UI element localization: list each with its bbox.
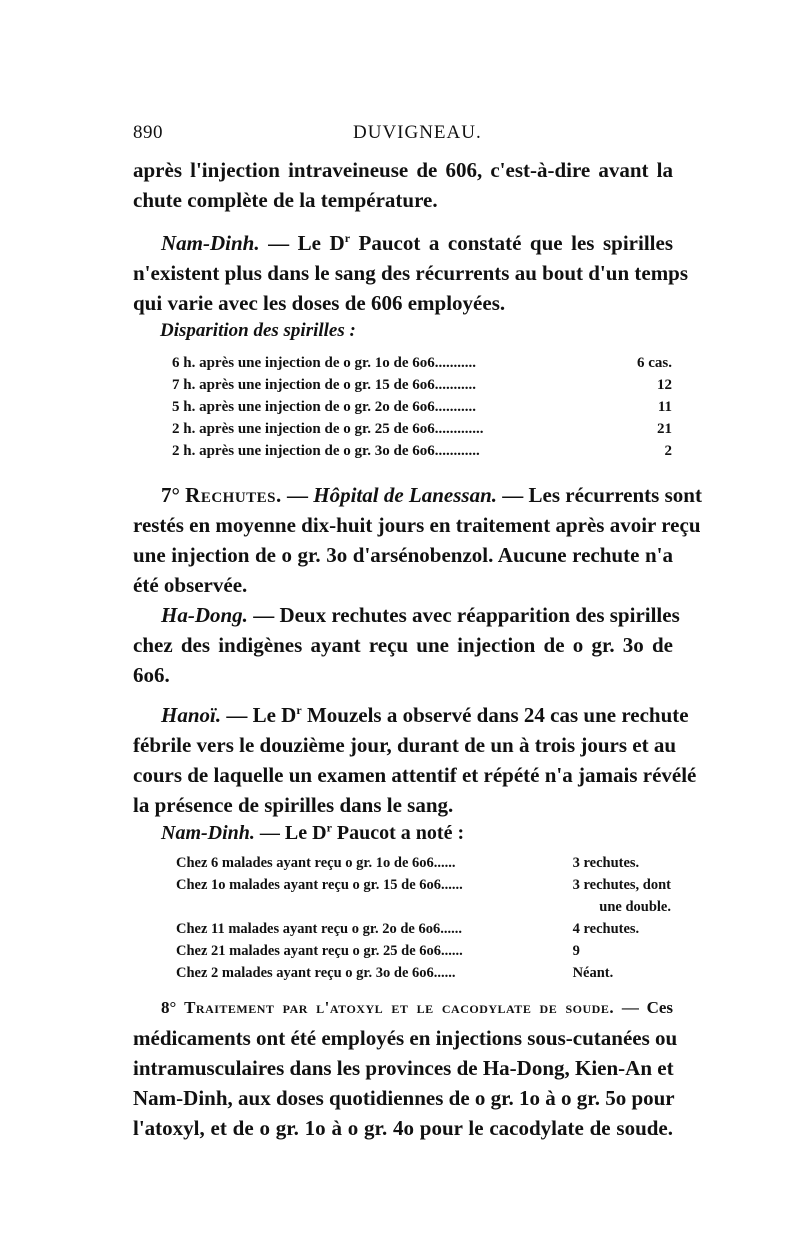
section-heading: Rechutes. — [185, 483, 282, 507]
table-cell-text: Chez 2 malades ayant reçu o gr. 3o de 6o6...... — [176, 965, 456, 981]
text-line: restés en moyenne dix-huit jours en traitement après avoir reçu — [133, 513, 701, 537]
table-row — [176, 855, 671, 877]
table-row — [176, 921, 671, 943]
text-line: la présence de spirilles dans le sang. — [133, 793, 454, 817]
table-cell-value: 6 cas. — [637, 355, 672, 371]
paragraph-rechutes — [133, 480, 702, 600]
table-cell-value: 9 — [572, 943, 580, 959]
section-number: 8° — [161, 998, 177, 1017]
table-row — [172, 421, 672, 443]
table-cell-value: 3 rechutes, dont — [572, 877, 671, 893]
text-line: qui varie avec les doses de 606 employées. — [133, 291, 506, 315]
table-cell-value: 2 — [664, 443, 672, 459]
text-line: Ha-Dong. — Deux rechutes avec réapparition des spirilles — [161, 603, 680, 627]
paragraph-nam-dinh — [133, 228, 689, 318]
text-line: été observée. — [133, 573, 248, 597]
table-cell-text: 2 h. après une injection de o gr. 3o de 6o6............ — [172, 443, 480, 459]
text-line: après l'injection intraveineuse de 606, c'est-à-dire avant la — [133, 158, 673, 182]
table-cell-value: une double. — [599, 899, 671, 915]
text-line: Nam-Dinh. — Le $D^r$ Paucot a constaté que les spirilles — [161, 231, 673, 255]
section-subheading: Disparition des spirilles : — [160, 320, 356, 341]
text-line: 7° Rechutes. — Hôpital de Lanessan. — Les récurrents sont — [161, 483, 702, 507]
table-row — [172, 377, 672, 399]
table-cell-text — [176, 899, 573, 921]
table-row — [176, 899, 671, 921]
table-cell-text: 7 h. après une injection de o gr. 15 de 6o6........... — [172, 377, 477, 393]
text-line: intramusculaires dans les provinces de Ha-Dong, Kien-An et — [133, 1056, 674, 1080]
text-line: médicaments ont été employés en injections sous-cutanées ou — [133, 1026, 678, 1050]
text-line: chute complète de la température. — [133, 188, 438, 212]
running-title: DUVIGNEAU. — [353, 122, 482, 143]
paragraph-nam-dinh-note — [133, 818, 673, 848]
table-row — [172, 443, 672, 465]
section-number: 7° — [161, 483, 180, 507]
text-line: n'existent plus dans le sang des récurrents au bout d'un temps — [133, 261, 689, 285]
table-cell-value: 4 rechutes. — [572, 921, 640, 937]
table-cell-value: 3 rechutes. — [572, 855, 640, 871]
text-line: Nam-Dinh, aux doses quotidiennes de o gr. 1o à o gr. 5o pour — [133, 1086, 675, 1110]
paragraph-hanoi — [133, 700, 697, 820]
text-line: Nam-Dinh. — Le $D^r$ Paucot a noté : — [161, 820, 465, 844]
spirilles-table — [172, 355, 672, 465]
table-cell-value: 11 — [657, 399, 672, 415]
table-row — [176, 943, 671, 965]
table-cell-text: Chez 1o malades ayant reçu o gr. 15 de 6o6...... — [176, 877, 463, 893]
table-cell-value: 12 — [657, 377, 672, 393]
text-line: chez des indigènes ayant reçu une injection de o gr. 3o de — [133, 633, 673, 657]
table-cell-text: Chez 6 malades ayant reçu o gr. 1o de 6o6...... — [176, 855, 456, 871]
place-name: Hanoï. — [161, 703, 222, 727]
section-heading: Traitement par l'atoxyl et le cacodylate de soude. — [184, 998, 615, 1017]
table-row — [176, 877, 671, 899]
text-line: une injection de o gr. 3o d'arsénobenzol. Aucune rechute n'a — [133, 543, 673, 567]
place-name: Nam-Dinh. — [161, 231, 260, 255]
paragraph-traitement — [133, 993, 678, 1143]
table-cell-text: 6 h. après une injection de o gr. 1o de 6o6........... — [172, 355, 477, 371]
place-name: Hôpital de Lanessan. — [313, 483, 498, 507]
paragraph-ha-dong — [133, 600, 680, 690]
table-row — [172, 399, 672, 421]
table-cell-text: Chez 21 malades ayant reçu o gr. 25 de 6o6...... — [176, 943, 463, 959]
text-line: l'atoxyl, et de o gr. 1o à o gr. 4o pour le cacodylate de soude. — [133, 1116, 673, 1140]
text-line: fébrile vers le douzième jour, durant de un à trois jours et au — [133, 733, 677, 757]
paragraph-continuation — [133, 155, 673, 215]
table-row — [176, 965, 671, 987]
rechutes-table — [176, 855, 671, 987]
table-cell-value: 21 — [657, 421, 672, 437]
table-cell-text: 5 h. après une injection de o gr. 2o de 6o6........... — [172, 399, 477, 415]
table-cell-text: 2 h. après une injection de o gr. 25 de 6o6............. — [172, 421, 484, 437]
table-cell-text: Chez 11 malades ayant reçu o gr. 2o de 6o6...... — [176, 921, 462, 937]
text-line: 6o6. — [133, 663, 170, 687]
table-cell-value: Néant. — [572, 965, 614, 981]
text-line: 8° Traitement par l'atoxyl et le cacodylate de soude. — Ces — [161, 998, 674, 1017]
place-name: Ha-Dong. — [161, 603, 248, 627]
place-name: Nam-Dinh. — [161, 822, 255, 844]
text-line: Hanoï. — Le $D^r$ Mouzels a observé dans 24 cas une rechute — [161, 703, 689, 727]
text-line: cours de laquelle un examen attentif et répété n'a jamais révélé — [133, 763, 697, 787]
page-header — [133, 122, 673, 148]
table-row — [172, 355, 672, 377]
page-number: 890 — [133, 122, 163, 143]
